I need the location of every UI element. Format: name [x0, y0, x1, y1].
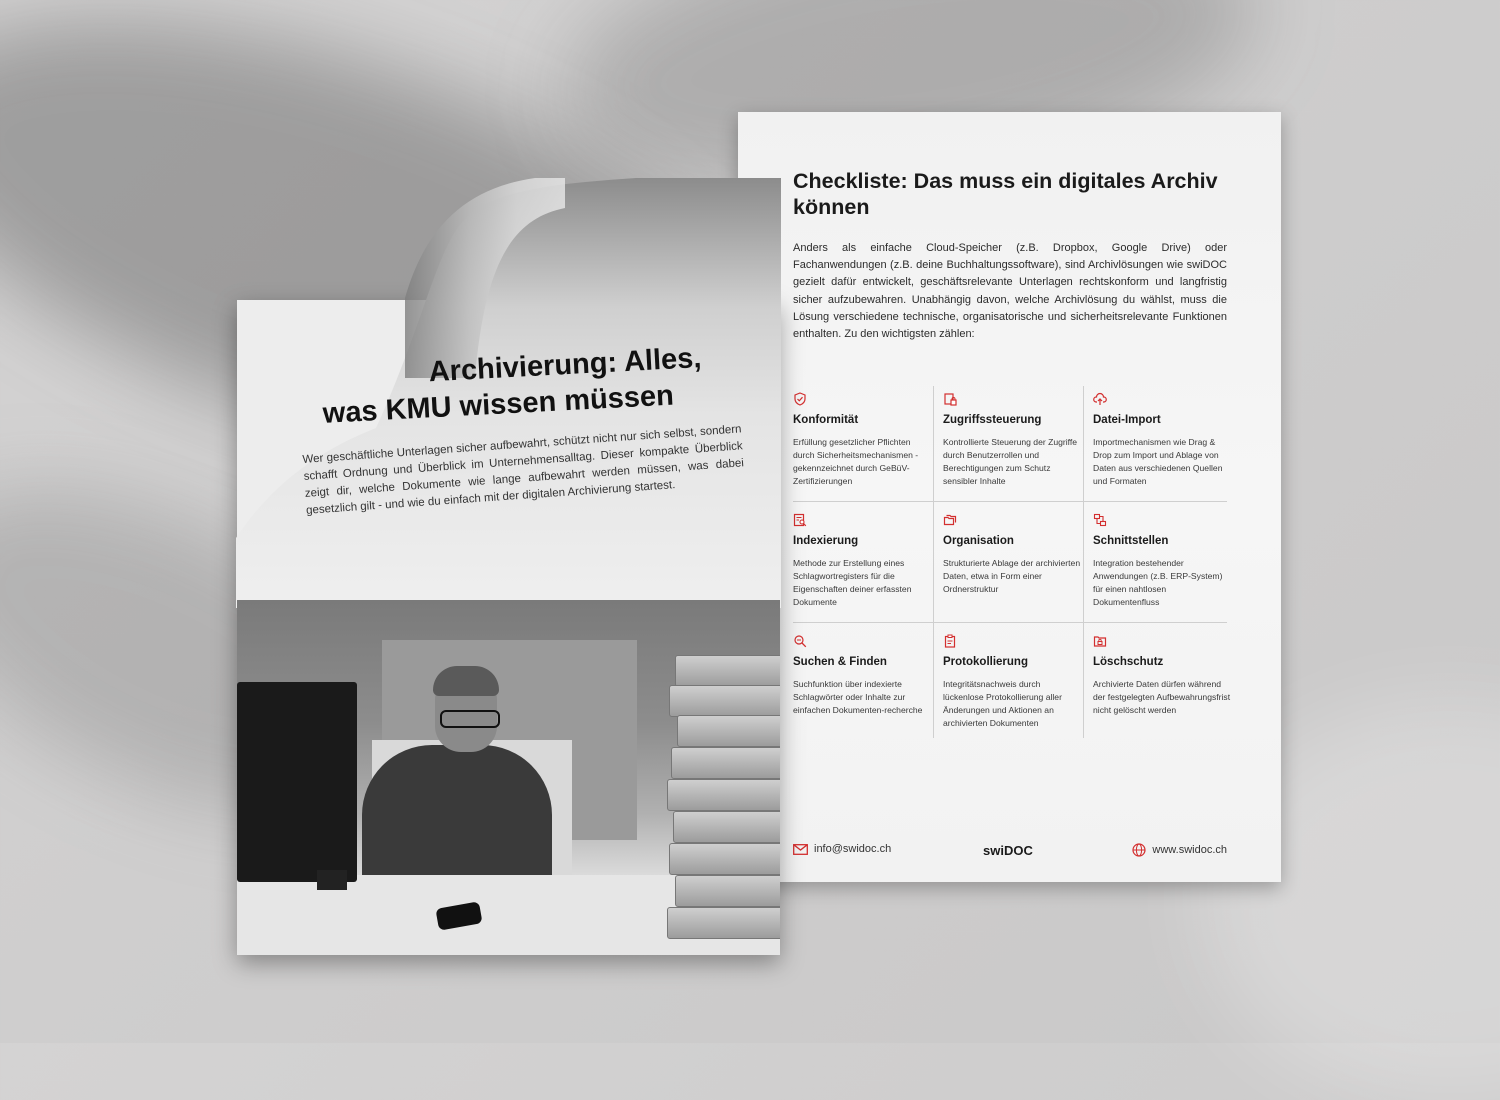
checklist-footer: [793, 843, 1227, 859]
index-search-icon: [793, 513, 807, 527]
feature-title: Konformität: [793, 414, 859, 426]
feature-title: Protokollierung: [943, 656, 1028, 668]
feature-description: Suchfunktion über indexierte Schlagwörter oder Inhalte zur einfachen Dokumenten-recherche: [793, 679, 923, 715]
binder: [671, 747, 780, 779]
binder: [675, 875, 780, 907]
front-title-line1: Archivierung: Alles,: [427, 342, 703, 389]
binder: [667, 779, 780, 811]
feature-item: [793, 634, 933, 717]
clipboard-log-icon: [943, 634, 957, 648]
feature-title: Organisation: [943, 535, 1014, 547]
feature-title: Löschschutz: [1093, 656, 1164, 668]
email-text[interactable]: info@swidoc.ch: [814, 843, 892, 855]
grid-divider: [1083, 386, 1084, 738]
folder-lock-icon: [1093, 634, 1107, 648]
interface-icon: [1093, 513, 1107, 527]
feature-item: [1093, 392, 1233, 488]
grid-divider: [793, 501, 1227, 502]
checklist-intro: Anders als einfache Cloud-Speicher (z.B. Dropbox, Google Drive) oder Fachanwendungen (z.B. deine Buchhaltungssoftware), sind Archivlösungen wie swiDOC gezielt dafür entwickelt, geschäftsrelevante Unterlagen rechtskonform und langfristig sicher aufzubewahren. Unabhängig davon, welche Archivlösung du wählst, muss die Lösung verschiedene technische, organisatorische und sicherheitsrelevante Funktionen enthalten. Zu den wichtigsten zählen:: [793, 242, 1227, 341]
feature-title: Datei-Import: [1093, 414, 1161, 426]
globe-icon: [1132, 843, 1146, 857]
shield-check-icon: [793, 392, 807, 406]
feature-item: [1093, 513, 1233, 609]
photo-binder-stack: [667, 655, 780, 935]
feature-description: Importmechanismen wie Drag & Drop zum Import und Ablage von Daten aus verschiedenen Quellen und Formaten: [1093, 437, 1223, 486]
feature-title: Zugriffssteuerung: [943, 414, 1042, 426]
binder: [667, 907, 780, 939]
feature-description: Methode zur Erstellung eines Schlagwortregisters für die Eigenschaften deiner erfassten Dokumente: [793, 558, 912, 607]
feature-title: Schnittstellen: [1093, 535, 1169, 547]
feature-item: [793, 513, 933, 609]
feature-item: [943, 392, 1083, 488]
photo-person-hair: [433, 666, 499, 696]
footer-website[interactable]: [1132, 843, 1227, 857]
checklist-title: Checkliste: Das muss ein digitales Archiv können: [793, 169, 1218, 219]
swidoc-logo: swiDOC: [983, 843, 1033, 858]
photo-monitor: [237, 682, 357, 882]
grid-divider: [933, 386, 934, 738]
front-intro: Wer geschäftliche Unterlagen sicher aufbewahrt, schützt nicht nur sich selbst, sondern schafft Ordnung und Überblick im Unternehmensalltag. Dieser kompakte Überblick zeigt dir, welche Dokumente wie lange aufbewahrt werden müssen, was dabei gesetzlich gilt - und wie du einfach mit der digitalen Archivierung startest.: [302, 423, 745, 517]
access-lock-icon: [943, 392, 957, 406]
feature-description: Kontrollierte Steuerung der Zugriffe durch Benutzerrollen und Berechtigungen zum Schutz sensibler Inhalte: [943, 437, 1078, 486]
feature-title: Suchen & Finden: [793, 656, 887, 668]
feature-description: Archivierte Daten dürfen während der festgelegten Aufbewahrungsfrist nicht gelöscht werden: [1093, 679, 1231, 715]
feature-item: [793, 392, 933, 488]
photo-person: [362, 745, 552, 895]
feature-item: [943, 634, 1083, 730]
binder: [669, 843, 780, 875]
office-photo: [237, 600, 780, 955]
photo-glasses: [440, 710, 500, 728]
feature-title: Indexierung: [793, 535, 859, 547]
feature-description: Integritätsnachweis durch lückenlose Protokollierung aller Änderungen und Aktionen an archivierten Dokumenten: [943, 679, 1062, 728]
feature-item: [1093, 634, 1233, 717]
feature-description: Erfüllung gesetzlicher Pflichten durch Sicherheitsmechanismen - gekennzeichnet durch GeBüV-Zertifizierungen: [793, 437, 919, 486]
checklist-page: [738, 112, 1281, 882]
feature-description: Integration bestehender Anwendungen (z.B. ERP-System) für einen nahtlosen Dokumentenfluss: [1093, 558, 1223, 607]
front-title-line2: was KMU wissen müssen: [321, 379, 675, 430]
photo-monitor-stand: [317, 870, 347, 890]
feature-grid: [793, 386, 1231, 738]
binder: [677, 715, 780, 747]
mail-icon: [793, 844, 808, 855]
folders-icon: [943, 513, 957, 527]
cloud-upload-icon: [1093, 392, 1107, 406]
feature-item: [943, 513, 1083, 596]
binder: [669, 685, 780, 717]
binder: [673, 811, 780, 843]
footer-email[interactable]: [793, 843, 891, 855]
feature-description: Strukturierte Ablage der archivierten Daten, etwa in Form einer Ordnerstruktur: [943, 558, 1081, 594]
search-find-icon: [793, 634, 807, 648]
binder: [675, 655, 780, 687]
grid-divider: [793, 622, 1227, 623]
website-text[interactable]: www.swidoc.ch: [1152, 844, 1227, 856]
